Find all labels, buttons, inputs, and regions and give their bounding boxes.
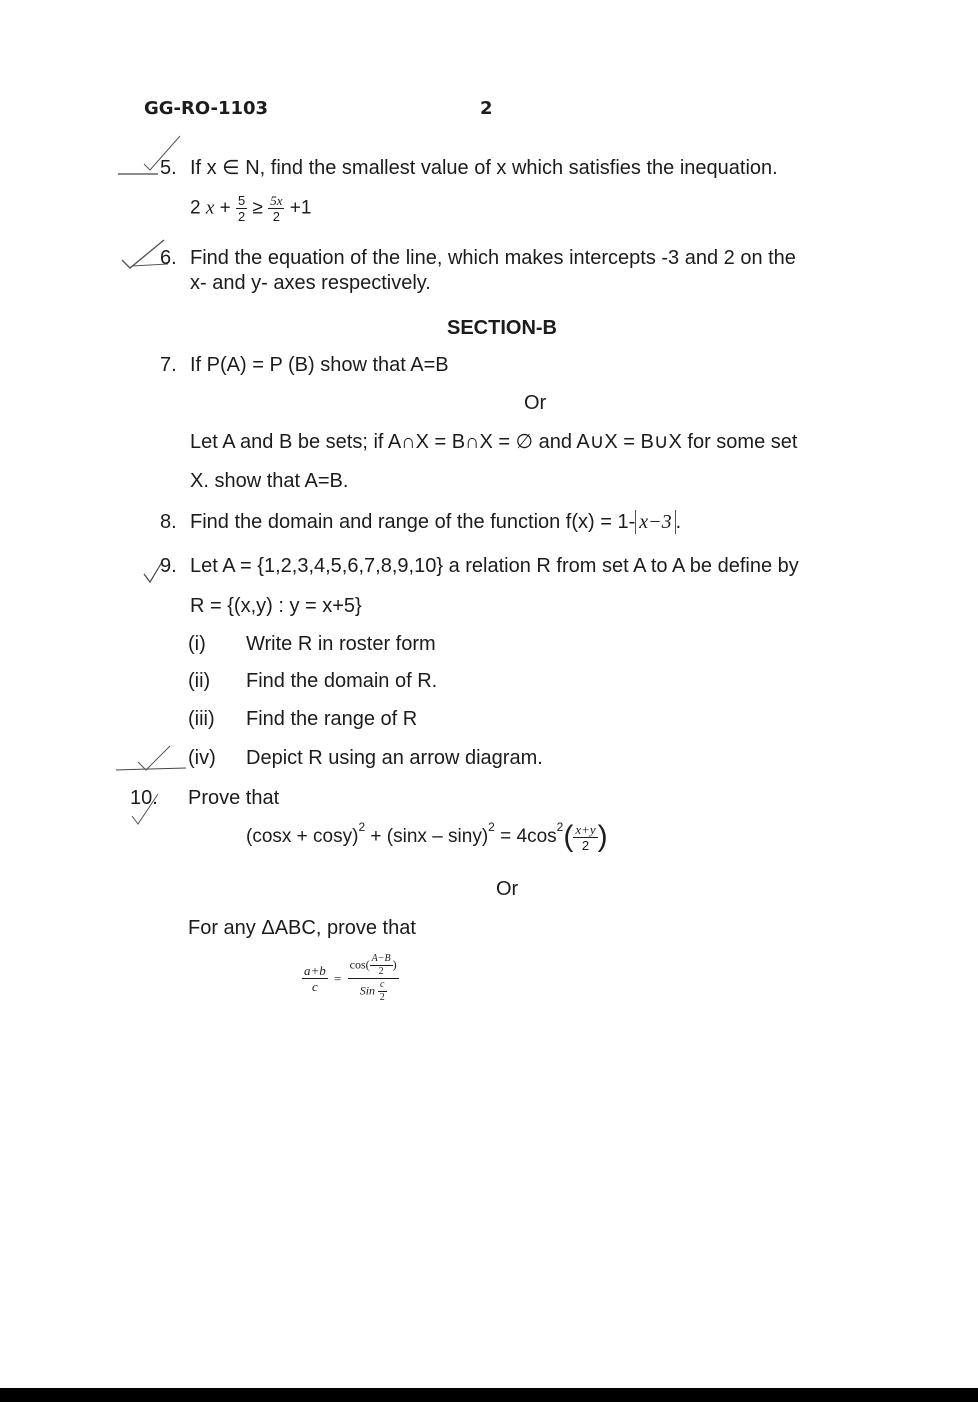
q9-part-text: Write R in roster form [246, 633, 436, 655]
q10-alt-rhs-den-inner [378, 980, 386, 1003]
section-b-title: SECTION-B [447, 317, 557, 339]
q8-text: Find the domain and range of the function f(x) = 1- [190, 511, 636, 533]
q10-alt-rhs-den [348, 979, 399, 1003]
q9-number: 9. [160, 555, 177, 577]
q6-line1: Find the equation of the line, which makes intercepts -3 and 2 on the [190, 247, 796, 269]
q10-alt-lhs [302, 964, 328, 993]
q10-alt-rhs-den-fn: Sin [359, 983, 376, 998]
q5-frac2-num: 5x [270, 193, 283, 208]
q10-eq-mid: + (sinx – siny) [365, 826, 489, 848]
q10-equation [246, 822, 608, 852]
q5-var: x [205, 197, 215, 219]
q5-number: 5. [160, 157, 177, 179]
q7-number: 7. [160, 354, 177, 376]
q10-right-paren-icon: ) [597, 820, 608, 853]
q10-left-paren-icon: ( [563, 820, 574, 853]
q9-part-label: (iv) [188, 747, 216, 769]
q10-eq-exp3: 2 [556, 820, 564, 834]
q10-number: 10. [130, 787, 158, 809]
q7-or: Or [524, 392, 547, 414]
q10-alt-rhs-num-fn: cos [349, 957, 366, 972]
page-number: 2 [480, 98, 493, 119]
q5-fraction-1 [236, 194, 247, 223]
q7-alt-line2: X. show that A=B. [190, 470, 349, 492]
q8-number: 8. [160, 511, 177, 533]
q5-fraction-2 [268, 194, 284, 223]
q5-rhs-tail: +1 [289, 197, 312, 219]
q5-frac1-num: 5 [237, 193, 246, 208]
q10-alt-den-inner-den: 2 [379, 992, 385, 1003]
q10-alt-equals: = [334, 970, 342, 986]
q10-eq-fraction [573, 823, 597, 852]
q9-line2: R = {(x,y) : y = x+5} [190, 595, 362, 617]
q5-text: If x ∈ N, find the smallest value of x which satisfies the inequation. [190, 157, 778, 179]
q10-alt-lhs-den: c [312, 979, 318, 994]
q8-tail: . [675, 511, 682, 533]
q5-coef: 2 [190, 197, 201, 219]
q9-part-text: Depict R using an arrow diagram. [246, 747, 543, 769]
q5-inequation [190, 194, 311, 223]
q10-eq-exp1: 2 [358, 820, 366, 834]
q10-alt-rhs [348, 954, 399, 1003]
q10-alt-lhs-num: a+b [304, 963, 326, 978]
q9-part-label: (ii) [188, 670, 211, 692]
q10-alt-den-inner-num: c [380, 979, 385, 990]
q9-part-label: (iii) [188, 708, 215, 730]
q5-frac1-den: 2 [237, 209, 246, 224]
q10-eq-eq: = 4cos [494, 826, 557, 848]
q10-eq-lhs: (cosx + cosy) [246, 826, 359, 848]
q10-frac-den: 2 [581, 837, 590, 853]
q10-alt-rhs-num: cos( $\frac{A-B}{2}$ ) [349, 953, 397, 977]
q9-line1: Let A = {1,2,3,4,5,6,7,8,9,10} a relation R from set A to A be define by [190, 555, 799, 577]
q10-alt-rhs-num-inner [370, 954, 393, 977]
q6-line2: x- and y- axes respectively. [190, 272, 431, 294]
q9-part-label: (i) [188, 633, 206, 655]
scan-bottom-edge [0, 1388, 978, 1402]
check-mark-icon [110, 128, 190, 183]
q7-alt-line1: Let A and B be sets; if A∩X = B∩X = ∅ and A∪X = B∪X for some set [190, 431, 798, 453]
q5-relation: ≥ [252, 197, 263, 219]
q10-alt-inner-den: 2 [378, 966, 384, 977]
q7-text: If P(A) = P (B) show that A=B [190, 354, 449, 376]
paper-code: GG-RO-1103 [144, 98, 269, 119]
check-mark-icon [112, 742, 192, 778]
q10-or: Or [496, 878, 519, 900]
q9-part-text: Find the range of R [246, 708, 418, 730]
q10-frac-num: x+y [575, 821, 596, 837]
q8-statement [190, 510, 681, 534]
q10-alt-equation [302, 954, 399, 1003]
q10-text: Prove that [188, 787, 280, 809]
q5-plus: + [219, 197, 231, 219]
q10-eq-exp2: 2 [488, 820, 495, 834]
q10-alt-text: For any ΔABC, prove that [188, 917, 416, 939]
q5-frac2-den: 2 [272, 209, 280, 224]
q8-abs-expr: x−3 [635, 510, 675, 534]
q6-number: 6. [160, 247, 177, 269]
q10-alt-inner-num: A−B [371, 953, 391, 964]
q9-part-text: Find the domain of R. [246, 670, 438, 692]
